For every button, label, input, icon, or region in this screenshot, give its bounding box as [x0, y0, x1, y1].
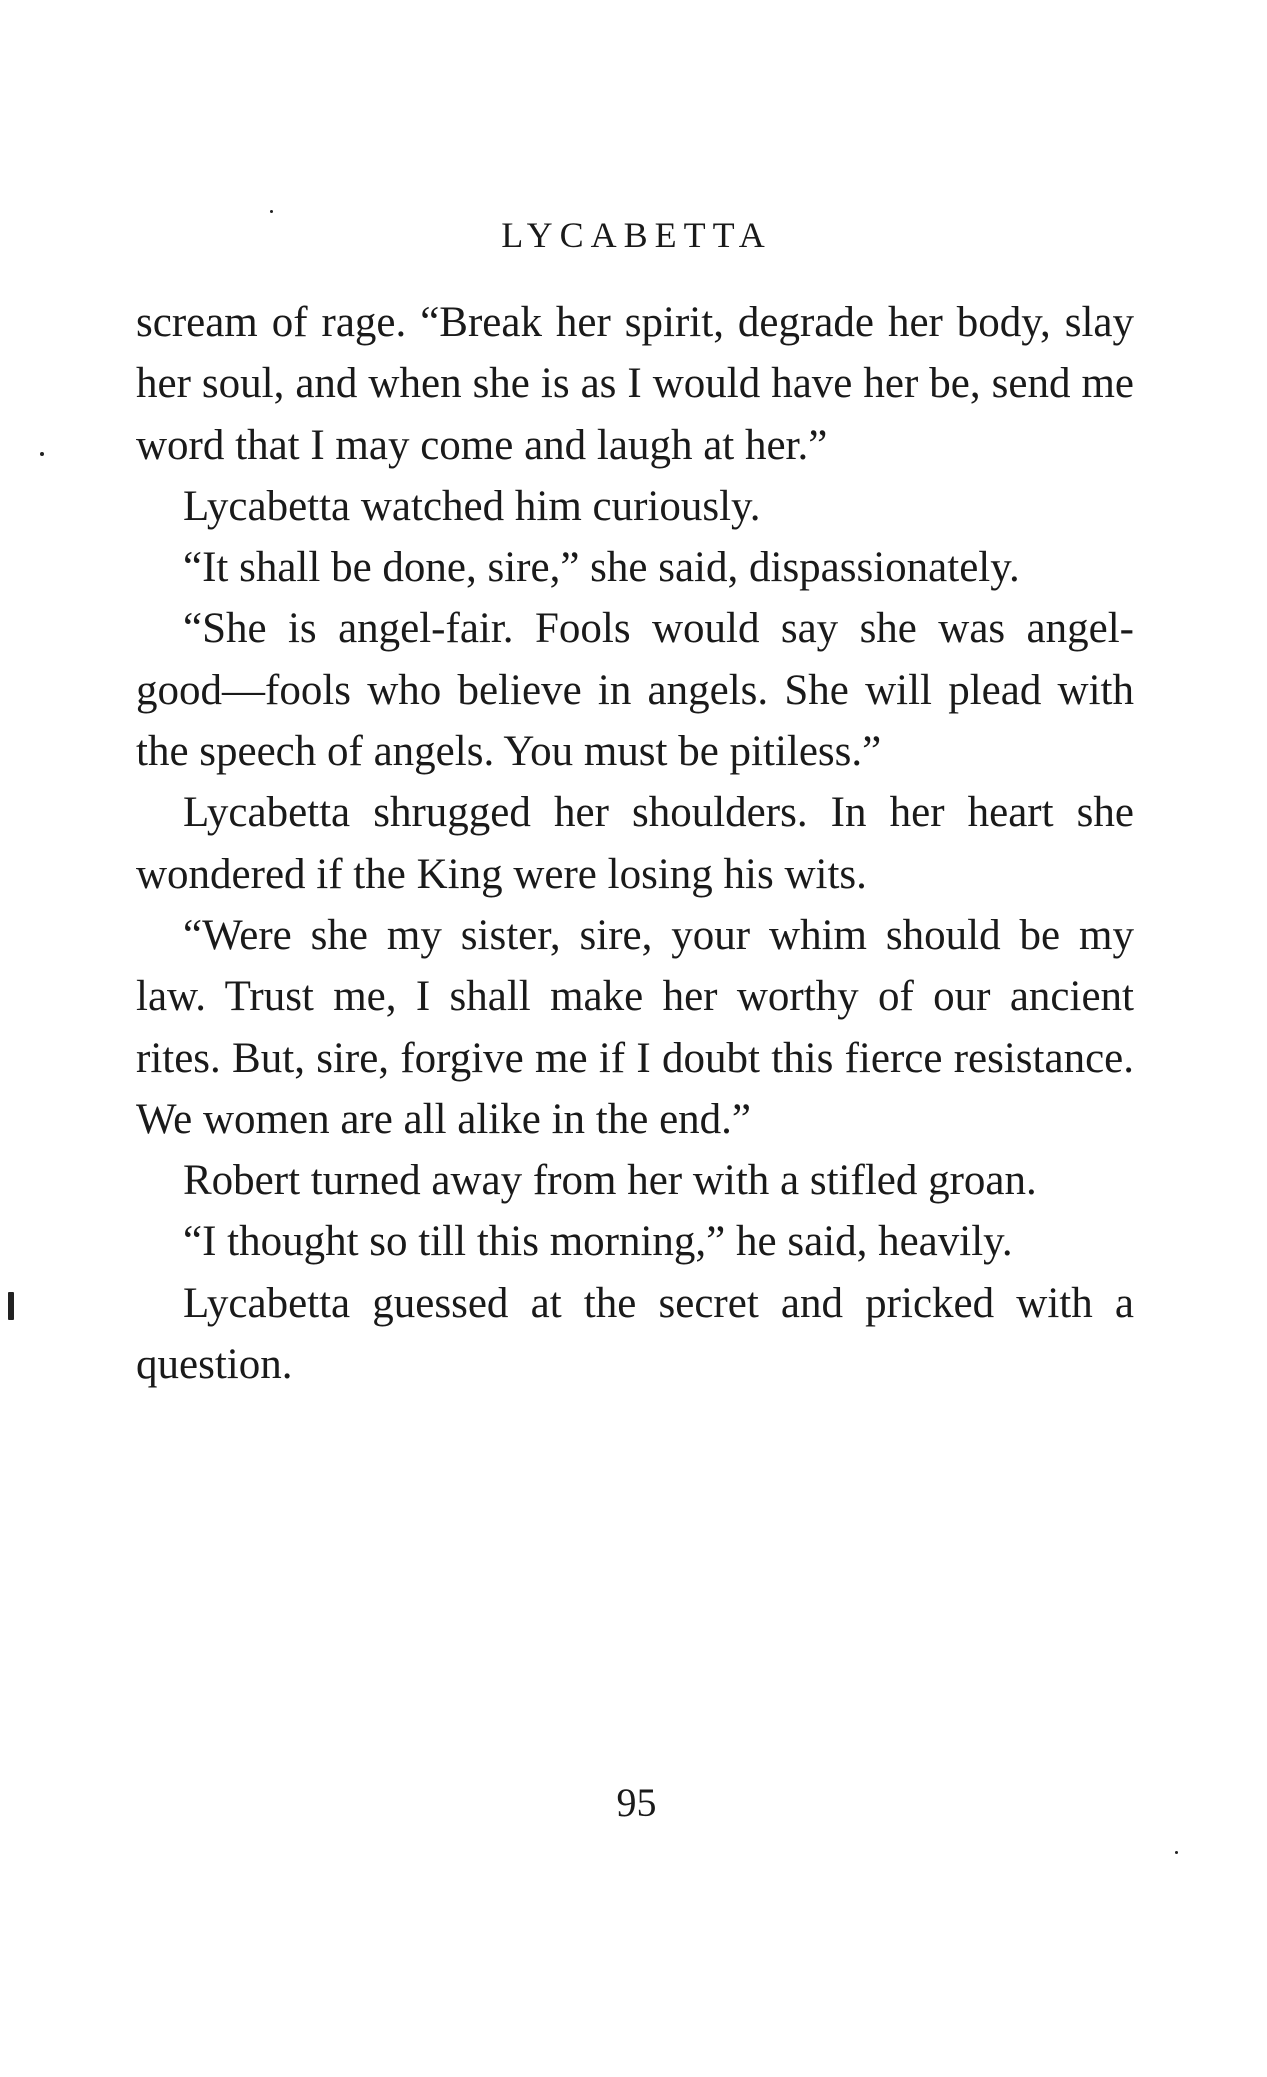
paragraph: Lycabetta shrugged her shoulders. In her heart she wondered if the King were losing his wits.	[136, 789, 1134, 898]
scan-mark	[8, 1292, 14, 1320]
scan-speck	[1175, 1851, 1178, 1854]
paragraph: scream of rage. “Break her spirit, degrade her body, slay her soul, and when she is as I would have her be, send me word that I may come and laugh at her.”	[136, 299, 1134, 469]
paragraph: Lycabetta watched him curiously.	[183, 482, 761, 530]
paragraph: “Were she my sister, sire, your whim should be my law. Trust me, I shall make her worthy of our ancient rites. But, sire, forgive me if I doubt this fierce resistance. We women are all alike in the end.”	[136, 911, 1134, 1143]
paragraph: “She is angel-fair. Fools would say she was angel-good—fools who believe in angels. She will plead with the speech of angels. You must be pitiless.”	[136, 605, 1134, 776]
scan-speck	[270, 210, 273, 213]
running-head: LYCABETTA	[501, 215, 772, 255]
scan-speck	[40, 452, 44, 456]
body-text	[136, 292, 1134, 1395]
paragraph: Lycabetta guessed at the secret and pricked with a question.	[136, 1279, 1134, 1389]
paragraph: Robert turned away from her with a stifled groan.	[183, 1157, 1037, 1205]
paragraph: “It shall be done, sire,” she said, dispassionately.	[183, 544, 1020, 592]
paragraph: “I thought so till this morning,” he said, heavily.	[183, 1218, 1013, 1266]
page-number: 95	[616, 1780, 657, 1825]
